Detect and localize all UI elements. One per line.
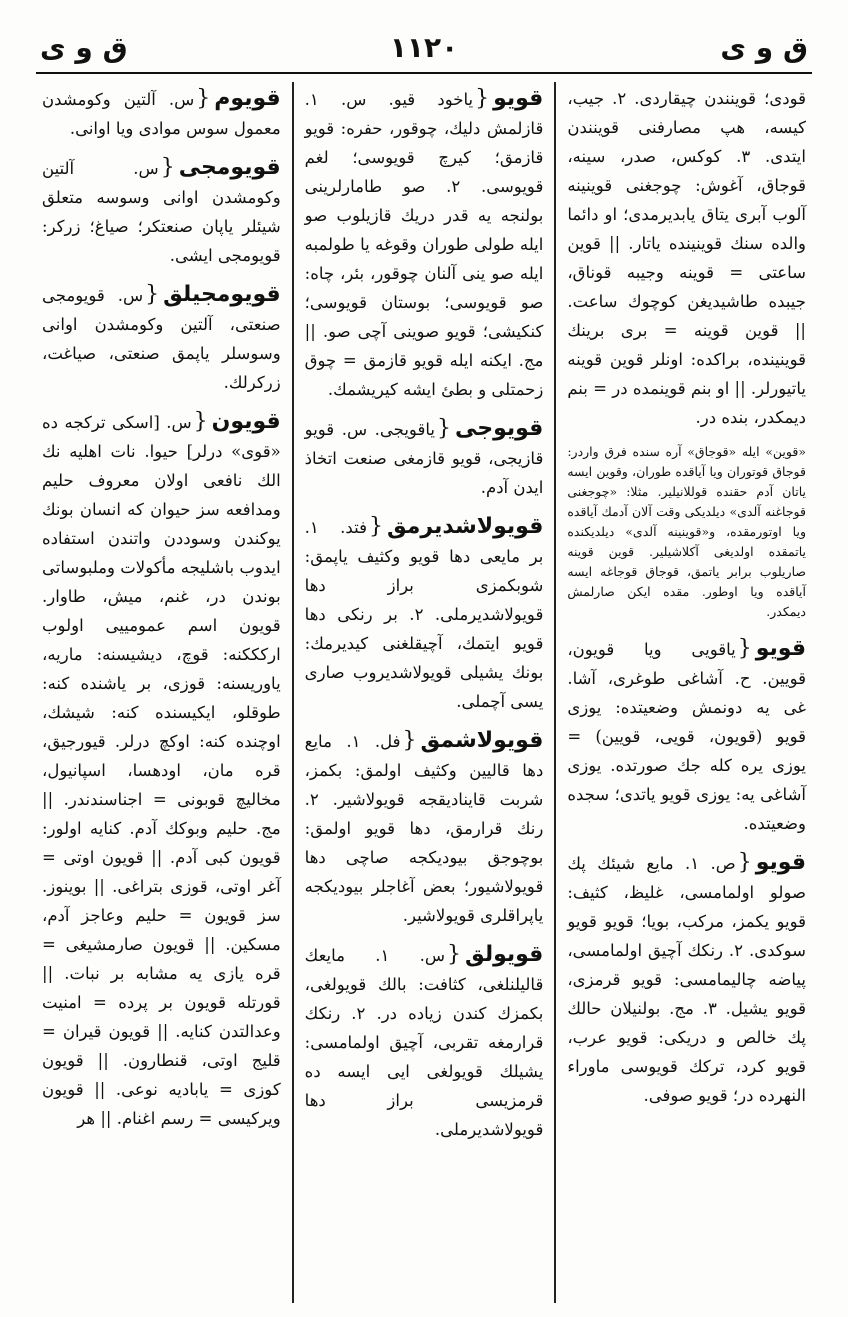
entry-headword: قويولاشديرمق xyxy=(386,514,544,539)
page-header xyxy=(40,22,808,72)
entry-text: ياخود قيو. س. ١. قازلمش دليك، چوقور، حفره: قويو قازمق؛ كيرچ قويوسى؛ لغم قويوسى. ٢. صو طامارلرينى بولنجه يه قدر دريك قازيلوب صو ايله طولى طوران وقوغه يا طولمبه ايله صو ينى آلنان چوقور، بئر، چاه: صو قويوسى؛ بوستان قويوسى؛ كنكيشى؛ قويو صوينى آچى صو. || مج. ايكنه ايله قويو قازمق = چوق زحمتلى و بطئ ايشه كيريشمك. xyxy=(304,90,544,399)
column-middle xyxy=(299,78,550,1303)
entry-text: س. ١. مايعك قاليلنلغى، كثافت: بالك قويولغى، بكمزك كندن زياده در. ٢. رنكك قرارمغه تقربى، آچيق اولمامسى: يشيلك قويولغى ايى ايسه ده قرمزيسى براز دها قويولاشديرملى. xyxy=(304,946,544,1139)
running-head-left: ق و ى xyxy=(40,30,128,64)
entry-text: س. آلتين وكومشدن اوانى وسوسه متعلق شيئلر ياپان صنعتكر؛ صياغ؛ زركر: قويومجى ايشى. xyxy=(42,159,281,265)
entry: قويومجيلق{س. قويومجى صنعتى، آلتين وكومشدن اوانى وسوسلر ياپمق صنعتى، صياغت، زركرلك. xyxy=(42,282,281,392)
entry-headword: قويولق xyxy=(464,942,544,967)
entry-text: قودى؛ قوينندن چيقاردى. ٢. جيب، كيسه، هپ مصارفنى قوينندن ايتدى. ٣. كوكس، صدر، سينه، قوجاق، آغوش: چوجغنى قوينينه آلوب آبرى يتاق يابديرمدى؛ او دائما والده سنك قوينينده ياتار. || قوين ساعتى = قوينه وجيبه قوناق، جيبده طاشيديغن كوچوك ساعت. || قوين قوينه = برى برينك قوينينده، براكده: اونلر قوين قوينه ياتيورلر. || او بنم قوينمده در = بنم ديمكدر، بنده در. xyxy=(567,89,807,427)
entry: قويون{س. [اسكى تركجه ده «قوى» درلر] حيوا. نات اهليه نك الك نافعى اولان معروف حليم ومدافعه سز حيوان كه انسان بونك يوكندن وسوددن واتندن استفاده ايدوب باشليجه مأكولات وملبوساتى بوندن در، غنم، ميش، طاوار. قويون اسم عمومييى اولوب اركككنه: قوچ، ديشيسنه: ماريه، ياوريسنه: قوزى، بر ياشنده كنه: طوقلو، ايكيسنده كنه: شيشك، اوچنده كنه: اوكچ درلر. قيورجيق، قره مان، اودهسا، اسپانيول، مخاليچ قوبونى = اجناسندندر. || مج. حليم وبوكك آدم. كنايه اولور: قويون كبى آدم. || قويون اوتى = آغر اوتى، قوزى بتراغى. || بوينوز. سز قويون = حليم وعاجز آدم، مسكين. || قويون صارمشيغى = قره يازى يه مشابه بر نبات. || قورتله قويون بر پرده = امنيت وعدالتدن كنايه. || قويون قيران = قليج اوتى، قنطارون. || قويون كوزى = ياباديه نوعى. || قويون ويركيسى = رسم اغنام. || هر xyxy=(42,409,281,1128)
page-number: ١١٢٠ xyxy=(389,30,459,64)
entry: قويوم{س. آلتين وكومشدن معمول سوس موادى ويا اوانى. xyxy=(42,86,281,138)
entry-headword: قويولاشمق xyxy=(420,728,544,753)
usage-note: «قوين» ايله «قوجاق» آره سنده فرق واردر: قوجاق قوتوران ويا آياقده طوران، وقوين ايسه ياتان آدم حقنده قوللانيلير. مثلا: «چوجغنى قوجاغنه آلدى» ديلديكى وقت آلان آدمك آياقده ويا اوتورمقده، و«قوينينه آلدى» ديلديكنده ياتمقده اولديغى آكلاشيلير. قوين قوينه صاريلوب برابر ياتمق، قوجاق قوجاغه ايسه آياقده ويا اوطور. مقده ايكن صارلمش ديمكدر. xyxy=(567,444,806,619)
entry-headword: قويومجى xyxy=(178,155,281,180)
entry-text: فل. ١. مايع دها قاليين وكثيف اولمق: بكمز، شربت قايناديقجه قويولاشير. ٢. رنك قرارمق، دها قويو اولمق: بوچوجق بيوديكجه صاچى دها قويولاشيور؛ بعض آغاجلر بيوديكجه ياپراقلرى قويولاشير. xyxy=(304,732,544,925)
entry-headword: قويو xyxy=(755,850,806,875)
entry-headword: قويو xyxy=(755,636,806,661)
entry: قويو{ياقويى ويا قويون، قويين. ح. آشاغى طوغرى، آشا. غى يه دونمش وضعيتده: يوزى قويو (قويون، قويى، قويين) = يوزى يره كله جك صورتده. يوزى آشاغى يه: يوزى قويو ياتدى؛ سجده وضعيتده. xyxy=(567,636,806,833)
entry-headword: قويوجى xyxy=(454,416,544,441)
column-left xyxy=(36,78,287,1303)
entry: قويولاشديرمق{فتد. ١. بر مايعى دها قويو وكثيف ياپمق: شوبكمزى براز دها قويولاشديرملى. ٢. بر رنكى دها قويو ايتمك، آچيقلغنى كيديرمك: بونك يشيلى قويولاشديروب صارى يسى آچملى. xyxy=(304,514,544,711)
entry-headword: قويومجيلق xyxy=(163,282,281,307)
header-rule xyxy=(36,72,812,74)
entry-text: س. قويومجى صنعتى، آلتين وكومشدن اوانى وسوسلر ياپمق صنعتى، صياغت، زركرلك. xyxy=(42,286,281,392)
entry: قويولاشمق{فل. ١. مايع دها قاليين وكثيف اولمق: بكمز، شربت قايناديقجه قويولاشير. ٢. رنك قرارمق، دها قويو اولمق: بوچوجق بيوديكجه صاچى دها قويولاشيور؛ بعض آغاجلر بيوديكجه ياپراقلرى قويولاشير. xyxy=(304,728,544,925)
entry: قويو{ياخود قيو. س. ١. قازلمش دليك، چوقور، حفره: قويو قازمق؛ كيرچ قويوسى؛ لغم قويوسى. ٢. صو طامارلرينى بولنجه يه قدر دريك قازيلوب صو ايله طولى طوران وقوغه يا طولمبه ايله صو ينى آلنان چوقور، بئر، چاه: صو قويوسى؛ بوستان قويوسى؛ كنكيشى؛ قويو صوينى آچى صو. || مج. ايكنه ايله قويو قازمق = چوق زحمتلى و بطئ ايشه كيريشمك. xyxy=(304,86,544,399)
entry: قويومجى{س. آلتين وكومشدن اوانى وسوسه متعلق شيئلر ياپان صنعتكر؛ صياغ؛ زركر: قويومجى ايشى. xyxy=(42,155,281,265)
running-head-right: ق و ى xyxy=(720,30,808,64)
entry-headword: قويون xyxy=(211,409,281,434)
column-divider xyxy=(554,82,556,1303)
entry-headword: قويوم xyxy=(214,86,281,111)
entry-text: ياقويجى. س. قويو قازيجى، قويو قازمغى صنعت اتخاذ ايدن آدم. xyxy=(304,420,544,497)
column-right xyxy=(561,78,812,1303)
entry-text: ياقويى ويا قويون، قويين. ح. آشاغى طوغرى، آشا. غى يه دونمش وضعيتده: يوزى قويو (قويون، قويى، قويين) = يوزى يره كله جك صورتده. يوزى آشاغى يه: يوزى قويو ياتدى؛ سجده وضعيتده. xyxy=(567,640,806,833)
entry-text: س. [اسكى تركجه ده «قوى» درلر] حيوا. نات اهليه نك الك نافعى اولان معروف حليم ومدافعه سز حيوان كه انسان بونك يوكندن وسوددن واتندن استفاده ايدوب باشليجه مأكولات وملبوساتى بوندن در، غنم، ميش، طاوار. قويون اسم عمومييى اولوب اركككنه: قوچ، ديشيسنه: ماريه، ياوريسنه: قوزى، بر ياشنده كنه: طوقلو، ايكيسنده كنه: شيشك، اوچنده كنه: اوكچ درلر. قيورجيق، قره مان، اودهسا، اسپانيول، مخاليچ قوبونى = اجناسندندر. || مج. حليم وبوكك آدم. كنايه اولور: قويون كبى آدم. || قويون اوتى = آغر اوتى، قوزى بتراغى. || بوينوز. سز قويون = حليم وعاجز آدم، مسكين. || قويون صارمشيغى = قره يازى يه مشابه بر نبات. || قورتله قويون بر پرده = امنيت وعدالتدن كنايه. || قويون قيران = قليج اوتى، قنطارون. || قويون كوزى = ياباديه نوعى. || قويون ويركيسى = رسم اغنام. || هر xyxy=(42,413,281,1128)
columns xyxy=(36,78,812,1303)
entry-text: فتد. ١. بر مايعى دها قويو وكثيف ياپمق: شوبكمزى براز دها قويولاشديرملى. ٢. بر رنكى دها قويو ايتمك، آچيقلغنى كيديرمك: بونك يشيلى قويولاشديروب صارى يسى آچملى. xyxy=(304,518,544,711)
entry-headword: قويو xyxy=(493,86,544,111)
entry-continuation xyxy=(567,84,806,432)
entry: قويو{ص. ١. مايع شيئك پك صولو اولمامسى، غليظ، كثيف: قويو يكمز، مركب، بويا؛ قويو قويو سوكدى. ٢. رنكك آچيق اولمامسى، پياضه چاليمامسى: قويو قرمزى، قويو يشيل. ٣. مج. بولنيلان حالك پك خالص و دريكى: قويو عرب، قويو كرد، تركك قويوسى ماوراء النهرده در؛ قويو صوفى. xyxy=(567,850,806,1105)
column-divider xyxy=(292,82,294,1303)
entry-text: س. آلتين وكومشدن معمول سوس موادى ويا اوانى. xyxy=(42,90,281,138)
entry-text: ص. ١. مايع شيئك پك صولو اولمامسى، غليظ، كثيف: قويو يكمز، مركب، بويا؛ قويو قويو سوكدى. ٢. رنكك آچيق اولمامسى، پياضه چاليمامسى: قويو قرمزى، قويو يشيل. ٣. مج. بولنيلان حالك پك خالص و دريكى: قويو عرب، قويو كرد، تركك قويوسى ماوراء النهرده در؛ قويو صوفى. xyxy=(567,854,806,1105)
entry: قويولق{س. ١. مايعك قاليلنلغى، كثافت: بالك قويولغى، بكمزك كندن زياده در. ٢. رنكك قرارمغه تقربى، آچيق اولمامسى: يشيلك قويولغى ايى ايسه ده قرمزيسى براز دها قويولاشديرملى. xyxy=(304,942,544,1139)
entry: قويوجى{ياقويجى. س. قويو قازيجى، قويو قازمغى صنعت اتخاذ ايدن آدم. xyxy=(304,416,544,497)
